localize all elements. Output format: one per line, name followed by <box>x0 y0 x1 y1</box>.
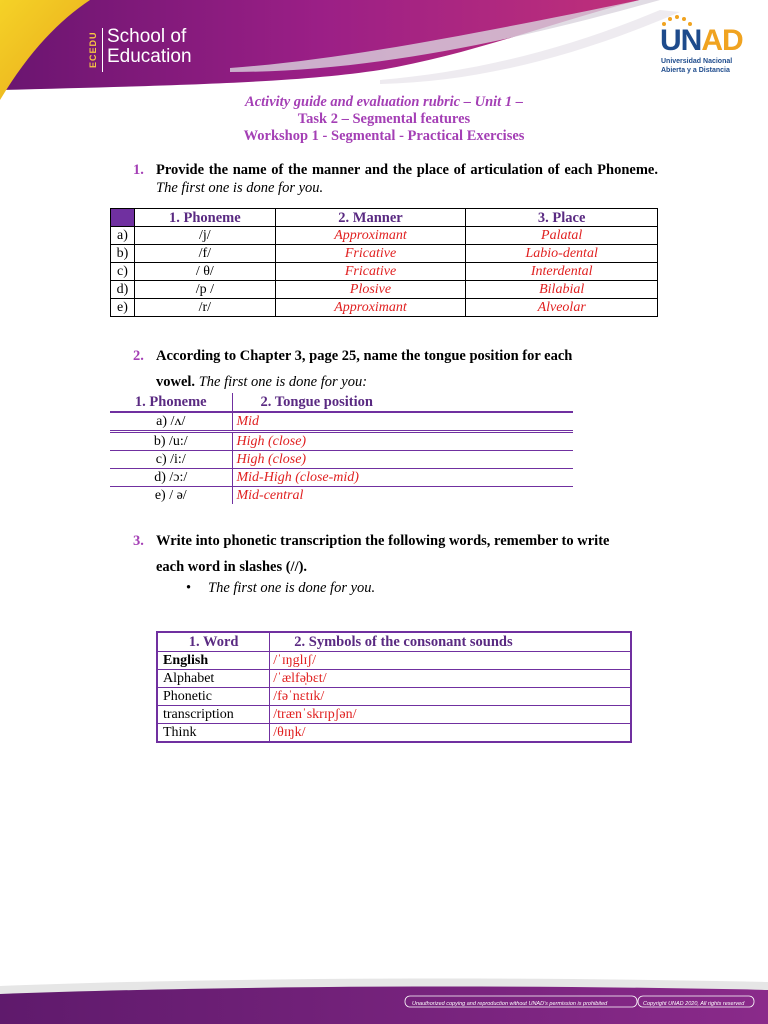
position-cell: Mid-central <box>236 487 304 503</box>
transcription-table <box>156 631 632 743</box>
word-cell: transcription <box>157 706 270 724</box>
table-row <box>111 263 658 281</box>
table-row <box>111 245 658 263</box>
manner-cell: Plosive <box>275 281 466 299</box>
phoneme-cell: /p / <box>134 281 275 299</box>
table-row <box>157 688 631 706</box>
title-line-3: Workshop 1 - Segmental - Practical Exercises <box>243 128 525 144</box>
bullet-icon: • <box>186 580 192 596</box>
question-1-text: Provide the name of the manner and the place of articulation of each Phoneme. The first one is done for you. <box>156 162 658 196</box>
place-cell: Labio-dental <box>466 245 658 263</box>
table-row <box>157 670 631 688</box>
table-row <box>111 227 658 245</box>
manner-cell: Fricative <box>275 245 466 263</box>
manner-cell: Approximant <box>275 227 466 245</box>
header-phoneme: 1. Phoneme <box>110 393 232 412</box>
title-line-1: Activity guide and evaluation rubric – Unit 1 – <box>245 94 523 110</box>
footer-notice: Unauthorized copying and reproduction without UNAD's permission is prohibited <box>412 1001 608 1007</box>
footer-copyright: Copyright UNAD 2020, All rights reserved <box>643 1001 745 1007</box>
phoneme-cell: /r/ <box>134 299 275 317</box>
header-manner: 2. Manner <box>275 209 466 227</box>
page-footer <box>0 976 768 1024</box>
tongue-position-table <box>110 393 573 504</box>
school-of-education-logo <box>107 27 192 67</box>
table-row <box>110 487 573 505</box>
phoneme-cell: a) /ʌ/ <box>110 412 232 432</box>
document-titles <box>0 94 768 145</box>
position-cell: High (close) <box>232 432 573 451</box>
question-1-number: 1. <box>133 162 144 178</box>
page-header <box>0 0 768 100</box>
place-cell: Alveolar <box>466 299 658 317</box>
question-3-bullet: • The first one is done for you. <box>186 580 376 596</box>
unad-subtitle-1: Universidad Nacional <box>661 58 733 65</box>
word-cell: Alphabet <box>157 670 270 688</box>
phoneme-cell: / θ/ <box>134 263 275 281</box>
unad-wordmark: UNAD <box>660 24 743 57</box>
school-line-1: School of <box>107 26 187 47</box>
school-line-2: Education <box>107 46 192 67</box>
position-cell: Mid-High (close-mid) <box>232 469 573 487</box>
table-row <box>110 469 573 487</box>
table-header-row <box>111 209 658 227</box>
manner-cell: Fricative <box>275 263 466 281</box>
phoneme-cell: /j/ <box>134 227 275 245</box>
manner-cell: Approximant <box>275 299 466 317</box>
unad-logo <box>656 14 746 82</box>
header-phoneme: 1. Phoneme <box>134 209 275 227</box>
phoneme-cell: /f/ <box>134 245 275 263</box>
word-cell: Think <box>157 724 270 743</box>
header-symbols: 2. Symbols of the consonant sounds <box>270 632 631 652</box>
symbols-cell: /trænˈskrɪpʃən/ <box>270 706 631 724</box>
question-1 <box>0 161 768 201</box>
symbols-cell: /θɪŋk/ <box>270 724 631 743</box>
row-label: b) <box>111 245 135 263</box>
phoneme-cell: e) / ə/ <box>110 487 232 505</box>
row-label: a) <box>111 227 135 245</box>
question-2-text: According to Chapter 3, page 25, name the tongue position for each vowel. The first one is done for you: <box>156 348 573 390</box>
table-row <box>157 652 631 670</box>
symbols-cell: /fəˈnɛtɪk/ <box>270 688 631 706</box>
place-cell: Palatal <box>466 227 658 245</box>
logo-separator <box>102 28 103 72</box>
word-cell: English <box>157 652 270 670</box>
row-label: d) <box>111 281 135 299</box>
title-line-2: Task 2 – Segmental features <box>297 111 471 127</box>
manner-place-table <box>110 208 658 317</box>
phoneme-cell: d) /ɔ:/ <box>110 469 232 487</box>
place-cell: Interdental <box>466 263 658 281</box>
question-2 <box>0 343 768 393</box>
table-row <box>110 451 573 469</box>
header-corner-cell <box>111 209 135 227</box>
table-header-row <box>157 632 631 652</box>
row-label: c) <box>111 263 135 281</box>
table-row <box>111 299 658 317</box>
position-cell: Mid <box>232 412 573 432</box>
question-2-number: 2. <box>133 348 144 364</box>
header-tongue-position: 2. Tongue position <box>232 393 573 412</box>
unad-subtitle-2: Abierta y a Distancia <box>661 67 730 74</box>
question-3-number: 3. <box>133 533 144 549</box>
symbols-cell: /ˈɪŋglɪʃ/ <box>270 652 631 670</box>
table-row <box>110 432 573 451</box>
word-cell: Phonetic <box>157 688 270 706</box>
table-row <box>110 412 573 432</box>
row-label: e) <box>111 299 135 317</box>
table-row <box>157 706 631 724</box>
question-3-text: Write into phonetic transcription the following words, remember to write each word in slashes (//). <box>156 533 610 575</box>
ecedu-tag: ECEDU <box>88 31 98 69</box>
footer-banner-graphic <box>0 976 768 1024</box>
table-header-row <box>110 393 573 412</box>
place-cell: Bilabial <box>466 281 658 299</box>
phoneme-cell: c) /i:/ <box>110 451 232 469</box>
position-cell: High (close) <box>232 451 573 469</box>
table-row <box>111 281 658 299</box>
header-word: 1. Word <box>157 632 270 652</box>
symbols-cell: /ˈælfə̩bɛt/ <box>270 670 631 688</box>
phoneme-cell: b) /u:/ <box>110 432 232 451</box>
header-place: 3. Place <box>466 209 658 227</box>
question-3 <box>0 528 768 578</box>
table-row <box>157 724 631 743</box>
